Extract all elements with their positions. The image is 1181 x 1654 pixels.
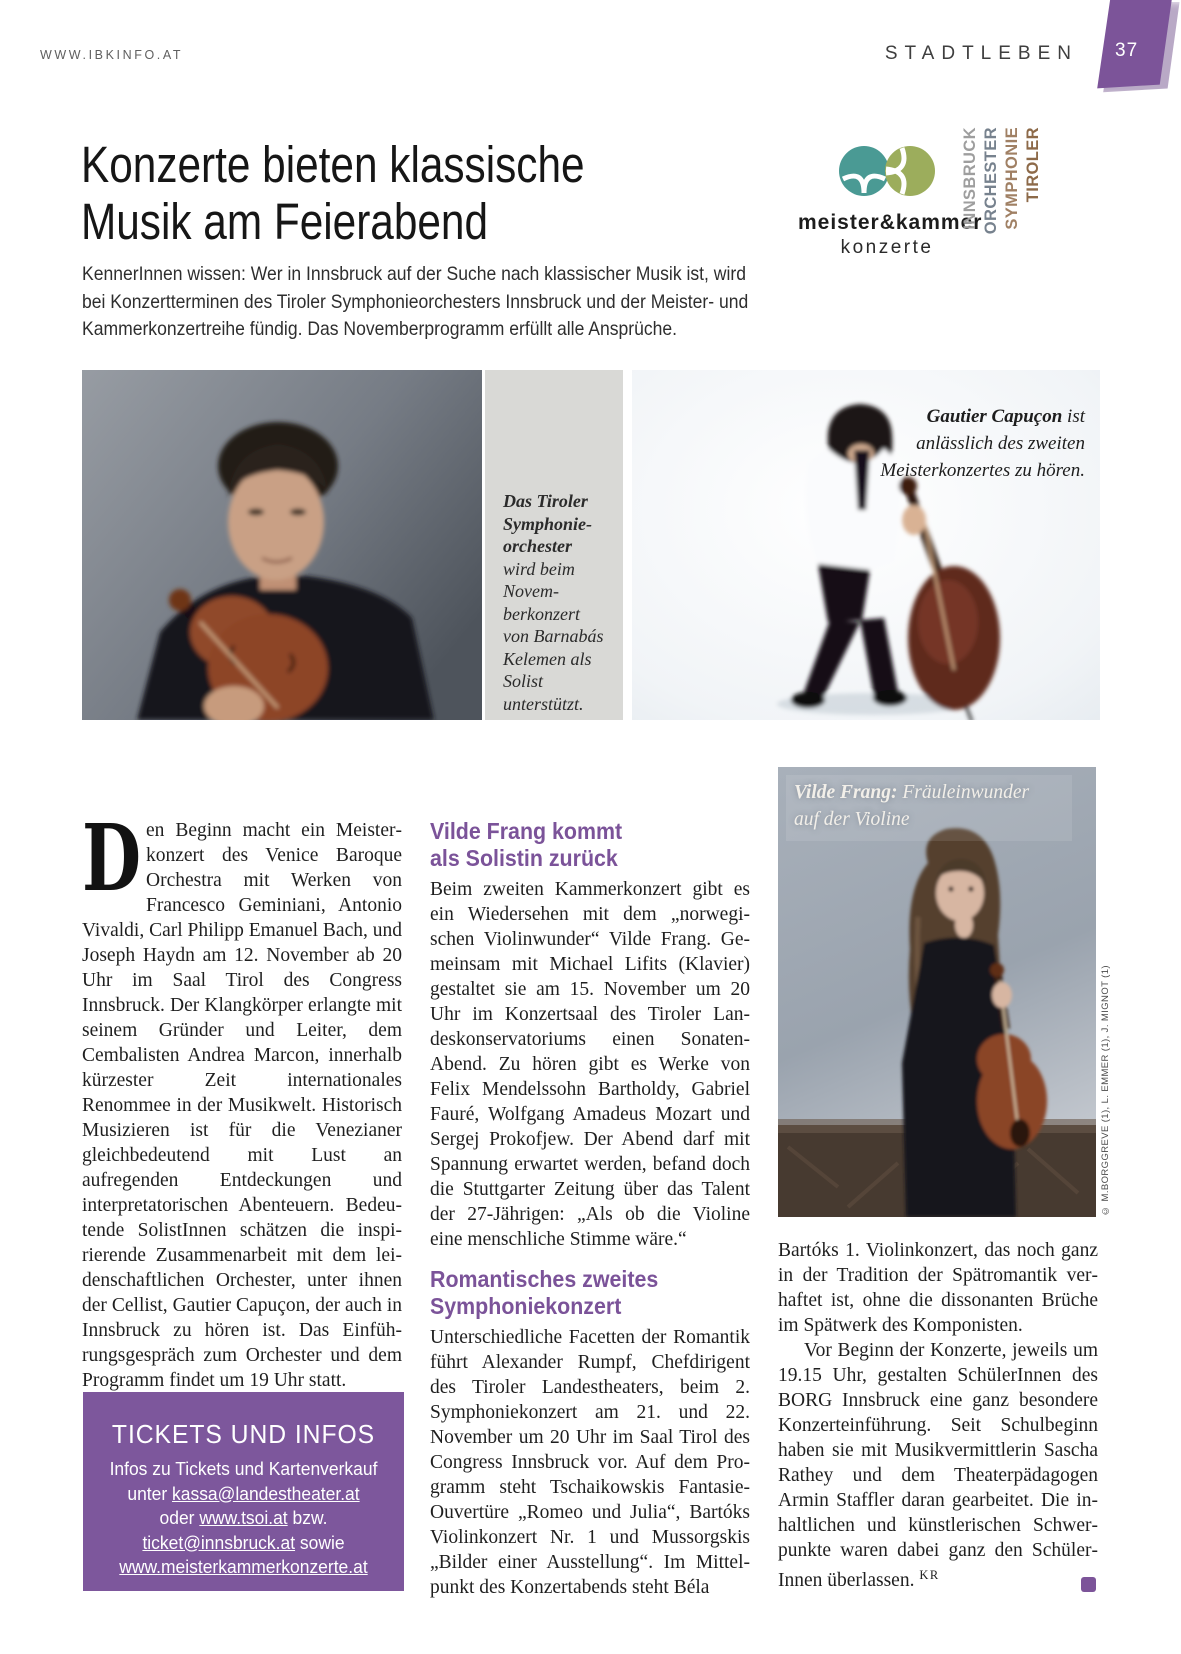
meisterkammer-logo-subtitle: konzerte bbox=[840, 237, 934, 258]
meisterkammer-logo bbox=[798, 141, 983, 259]
tsoi-logo bbox=[961, 127, 1043, 234]
frang-caption bbox=[794, 779, 1054, 833]
body-column-2 bbox=[430, 818, 750, 1600]
tickets-line-4-suffix: sowie bbox=[295, 1532, 345, 1553]
page-number: 37 bbox=[1115, 40, 1139, 61]
capucon-caption-bold: Gautier Capuçon bbox=[926, 406, 1063, 427]
tickets-line-3-suffix: bzw. bbox=[287, 1508, 328, 1528]
capucon-caption bbox=[867, 403, 1085, 484]
subheading-symphoniekonzert-line2: Symphoniekonzert bbox=[430, 1293, 622, 1319]
tickets-line-2-prefix: unter bbox=[127, 1483, 173, 1504]
section-title: STADTLEBEN bbox=[884, 43, 1078, 64]
col3-paragraph-2 bbox=[778, 1338, 1098, 1593]
tickets-line-2 bbox=[88, 1482, 399, 1507]
page-number-tab bbox=[1088, 0, 1180, 94]
meisterkammer-logo-icon bbox=[838, 141, 936, 203]
article-end-mark bbox=[1081, 1577, 1096, 1592]
subheading-vilde-frang-line2: als Solistin zurück bbox=[430, 845, 618, 871]
frang-caption-bold: Vilde Frang: bbox=[794, 782, 898, 803]
link-tsoi[interactable]: www.tsoi.at bbox=[199, 1508, 288, 1528]
tickets-box-title: TICKETS UND INFOS bbox=[111, 1419, 376, 1449]
kelemen-caption-bold: Das Tiroler Symphonieorchester bbox=[503, 491, 593, 556]
frang-caption-text: Fräuleinwunder auf der Violine bbox=[794, 782, 1030, 830]
subheading-symphoniekonzert bbox=[430, 1266, 728, 1320]
kelemen-caption-text: wird beim Novemberkonzert von Barnabás Kelemen als Solist unterstützt. bbox=[503, 558, 604, 714]
tsoi-word-symphonie: SYMPHONIE bbox=[1003, 127, 1021, 230]
tickets-line-3-prefix: oder bbox=[159, 1508, 200, 1528]
col3-paragraph-1: Bartóks 1. Violinkonzert, das noch ganz in der Tradition der Spätromantik verhaftet ist, ohne die dissonanten Brüche im Spätwerk des Komponisten. bbox=[778, 1240, 1098, 1336]
col3-text: Vor Beginn der Konzerte, jeweils um 19.15 Uhr, gestalten SchülerInnen des BORG Innsbruck eine ganz besondere Konzerteinführung. Seit Schulbeginn haben sie mit Musikvermittlerin Sascha Rathey und dem Theaterpädagogen Armin Staffler daran gearbeitet. Die inhaltlichen und künstlerischen Schwerpunkte waren dabei ganz den SchülerInnen überlassen. bbox=[778, 1340, 1098, 1591]
kelemen-photo bbox=[82, 370, 482, 720]
col2-paragraph-1: Beim zweiten Kammerkonzert gibt es ein Wiedersehen mit dem „norwegischen Violinwunder“ Vilde Frang. Gemeinsam mit Michael Lifits (Klavier) gestaltet sie am 15. November um 20 Uhr im Konzertsaal des Tiroler Landeskonservatoriums einen Sonaten-Abend. Zu hören gibt es Werke von Felix Mendelssohn Bartholdy, Gabriel Fauré, Wolfgang Amadeus Mozart und Sergej Prokofjew. Der Abend darf mit Spannung erwartet werden, befand doch die Stuttgarter Zeitung über das Talent der 27-Jährigen: „Als ob die Violine eine menschliche Stimme wäre.“ bbox=[430, 879, 750, 1250]
tickets-line-4 bbox=[88, 1531, 399, 1556]
meisterkammer-logo-name: meister&kammer bbox=[798, 211, 983, 234]
article-intro: KennerInnen wissen: Wer in Innsbruck auf der Suche nach klassischer Musik ist, wird bei Konzertterminen des Tiroler Symphonieorchesters Innsbruck und der Meister- und Kammerkonzertreihe fündig. Das Novemberprogramm erfüllt alle Ansprüche. bbox=[82, 263, 749, 340]
photo-credit bbox=[1100, 965, 1114, 1220]
tickets-line-3 bbox=[88, 1506, 399, 1531]
col1-paragraph bbox=[82, 804, 402, 1393]
col1-text: en Beginn macht ein Meisterkonzert des Venice Baroque Orchestra mit Werken von Francesco Geminiani, Antonio Vivaldi, Carl Philipp Emanuel Bach, und Joseph Haydn am 12. November ab 20 Uhr im Saal Tirol des Congress Innsbruck. Der Klangkörper erlangte mit seinem Gründer und Leiter, dem Cembalisten Andrea Marcon, innerhalb kürzester Zeit internationales Renommee in der Musikwelt. Historisch Musizieren ist für die Venezianer gleichbedeutend mit Lust an aufregenden Entdeckungen und interpretatorischen Abenteuern. Bedeutende SolistInnen schätzen die inspirierende Zusammenarbeit mit dem leidenschaftlichen Orchester, unter ihnen der Cellist, Gautier Capuçon, der auch in Innsbruck zu hören ist. Das Einführungsgespräch zum Orchester und dem Programm findet um 19 Uhr statt. bbox=[82, 820, 402, 1391]
article-title bbox=[81, 136, 585, 250]
body-column-3 bbox=[778, 1238, 1098, 1593]
tickets-line-5 bbox=[88, 1555, 399, 1580]
article-title-line1: Konzerte bieten klassische bbox=[81, 136, 585, 193]
tickets-line-1: Infos zu Tickets und Kartenverkauf bbox=[109, 1459, 378, 1479]
subheading-vilde-frang-line1: Vilde Frang kommt bbox=[430, 818, 623, 844]
drop-cap: D bbox=[82, 804, 142, 912]
tickets-info-box bbox=[83, 1392, 404, 1591]
kelemen-caption-box bbox=[485, 370, 623, 720]
tsoi-word-orchester: ORCHESTER bbox=[982, 127, 1000, 235]
tickets-box-body bbox=[88, 1457, 399, 1580]
author-initials: KR bbox=[919, 1568, 940, 1582]
tsoi-word-tiroler: TIROLER bbox=[1024, 127, 1042, 203]
link-kassa-landestheater[interactable]: kassa@landestheater.at bbox=[172, 1483, 360, 1504]
capucon-caption-text: ist anlässlich des zweiten Meisterkonzertes zu hören. bbox=[880, 406, 1085, 481]
website-url: WWW.IBKINFO.AT bbox=[40, 48, 184, 62]
tsoi-word-innsbruck: INNSBRUCK bbox=[961, 127, 979, 230]
article-title-line2: Musik am Feierabend bbox=[81, 193, 489, 250]
subheading-vilde-frang bbox=[430, 818, 728, 872]
link-meisterkammerkonzerte[interactable]: www.meisterkammerkonzerte.at bbox=[119, 1557, 368, 1577]
body-column-1 bbox=[82, 804, 402, 1393]
subheading-symphoniekonzert-line1: Romantisches zweites bbox=[430, 1266, 659, 1292]
photo-credit-text: © M.BORGGREVE (1), L. EMMER (1), J. MIGNOT (1) bbox=[1100, 965, 1111, 1216]
col2-paragraph-2: Unterschiedliche Facetten der Romantik führt Alexander Rumpf, Chefdirigent des Tiroler Landestheaters, beim 2. Symphoniekonzert am 21. und 22. November um 20 Uhr im Saal Tirol des Congress Innsbruck vor. Auf dem Programm steht Tschaikowskis Fantasie-Ouvertüre „Romeo und Julia“, Bartóks Violinkonzert Nr. 1 und Mussorgskis „Bilder einer Ausstellung“. Im Mittelpunkt des Konzertabends steht Béla bbox=[430, 1327, 750, 1598]
frang-photo bbox=[778, 767, 1096, 1217]
link-ticket-innsbruck[interactable]: ticket@innsbruck.at bbox=[142, 1532, 296, 1553]
